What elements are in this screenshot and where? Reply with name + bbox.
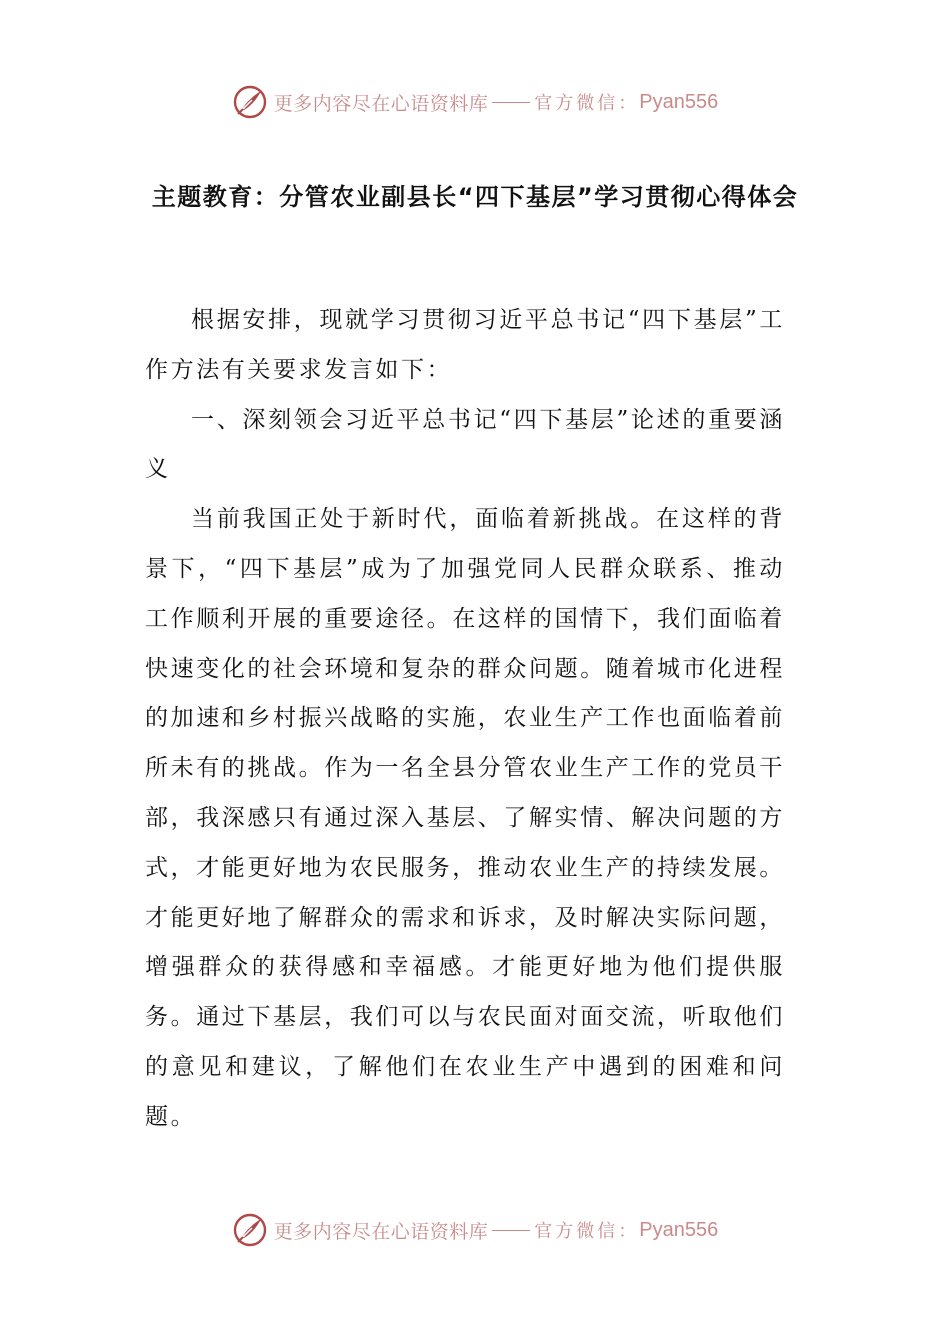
wechat-id: Pyan556 bbox=[639, 90, 719, 113]
promo-text: 更多内容尽在心语资料库 bbox=[273, 92, 489, 115]
wechat-label: 官方微信： bbox=[534, 93, 640, 114]
document-title: 主题教育：分管农业副县长“四下基层”学习贯彻心得体会 bbox=[151, 183, 799, 211]
wechat-id: Pyan556 bbox=[639, 1218, 719, 1241]
quill-pen-logo-icon bbox=[232, 84, 268, 120]
footer-banner bbox=[0, 1210, 950, 1250]
document-body bbox=[145, 296, 785, 1143]
section-heading: 一、深刻领会习近平总书记“四下基层”论述的重要涵义 bbox=[145, 406, 785, 483]
paragraph-intro: 根据安排，现就学习贯彻习近平总书记“四下基层”工作方法有关要求发言如下： bbox=[145, 307, 785, 383]
header-banner bbox=[0, 82, 950, 122]
wechat-label: 官方微信： bbox=[534, 1221, 640, 1242]
quill-pen-logo-icon bbox=[232, 1212, 268, 1248]
separator-dash bbox=[492, 102, 530, 103]
promo-text: 更多内容尽在心语资料库 bbox=[273, 1220, 489, 1243]
paragraph-body: 当前我国正处于新时代，面临着新挑战。在这样的背景下，“四下基层”成为了加强党同人民群众联系、推动工作顺利开展的重要途径。在这样的国情下，我们面临着快速变化的社会环境和复杂的群众问题。随着城市化进程的加速和乡村振兴战略的实施，农业生产工作也面临着前所未有的挑战。作为一名全县分管农业生产工作的党员干部，我深感只有通过深入基层、了解实情、解决问题的方式，才能更好地为农民服务，推动农业生产的持续发展。才能更好地了解群众的需求和诉求，及时解决实际问题，增强群众的获得感和幸福感。才能更好地为他们提供服务。通过下基层，我们可以与农民面对面交流，听取他们的意见和建议，了解他们在农业生产中遇到的困难和问题。 bbox=[145, 506, 785, 1130]
separator-dash bbox=[492, 1230, 530, 1231]
